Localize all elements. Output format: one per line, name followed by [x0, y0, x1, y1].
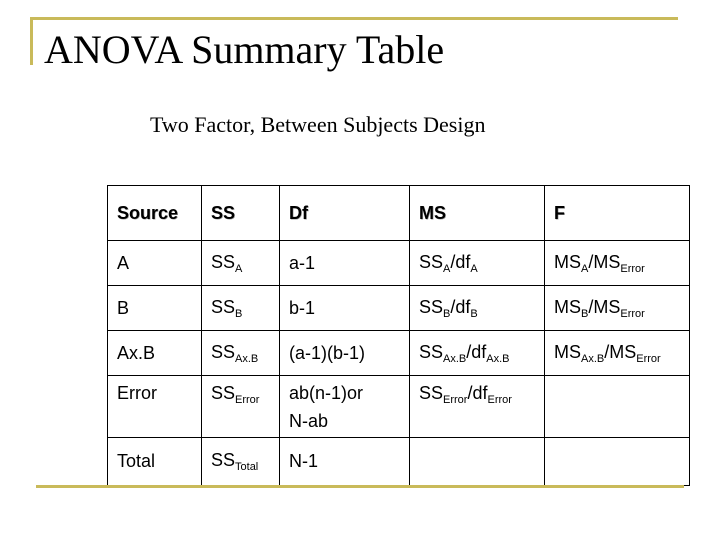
f-cell: $MS_B/MS_{Error}$: [545, 286, 690, 331]
slide-subtitle: Two Factor, Between Subjects Design: [150, 112, 486, 137]
table-row-total: [108, 438, 690, 486]
df-cell: (a-1)(b-1): [280, 331, 410, 376]
ms-cell: $SS_A/df_A$: [410, 241, 545, 286]
top-accent-rule: [30, 17, 678, 20]
header-ms: MS: [410, 186, 545, 241]
table-header-row: [108, 186, 690, 241]
ss-cell: $SS_{Error}$: [202, 376, 280, 438]
table-row-a: [108, 241, 690, 286]
table-row-axb: [108, 331, 690, 376]
df-cell: N-1: [280, 438, 410, 486]
header-f: F: [545, 186, 690, 241]
ms-cell: [410, 438, 545, 486]
ss-cell: $SS_B$: [202, 286, 280, 331]
source-cell: Error: [108, 376, 202, 438]
source-cell: B: [108, 286, 202, 331]
table-row-b: [108, 286, 690, 331]
slide-title: ANOVA Summary Table: [44, 27, 445, 72]
f-cell: $MS_A/MS_{Error}$: [545, 241, 690, 286]
ms-cell: $SS_B/df_B$: [410, 286, 545, 331]
source-cell: Total: [108, 438, 202, 486]
ss-cell: $SS_A$: [202, 241, 280, 286]
left-accent-rule: [30, 17, 33, 65]
df-cell: b-1: [280, 286, 410, 331]
f-cell: $MS_{Ax.B}/MS_{Error}$: [545, 331, 690, 376]
df-cell: ab(n-1)or N-ab: [280, 376, 410, 438]
header-source: Source: [108, 186, 202, 241]
ms-cell: $SS_{Ax.B}/df_{Ax.B}$: [410, 331, 545, 376]
header-ss: SS: [202, 186, 280, 241]
bottom-accent-rule: [36, 485, 684, 488]
source-cell: Ax.B: [108, 331, 202, 376]
df-cell: a-1: [280, 241, 410, 286]
anova-summary-table: [107, 185, 690, 486]
f-cell: [545, 376, 690, 438]
f-cell: [545, 438, 690, 486]
ms-cell: $SS_{Error}/df_{Error}$: [410, 376, 545, 438]
source-cell: A: [108, 241, 202, 286]
ss-cell: $SS_{Ax.B}$: [202, 331, 280, 376]
header-df: Df: [280, 186, 410, 241]
table-row-error: [108, 376, 690, 438]
ss-cell: $SS_{Total}$: [202, 438, 280, 486]
